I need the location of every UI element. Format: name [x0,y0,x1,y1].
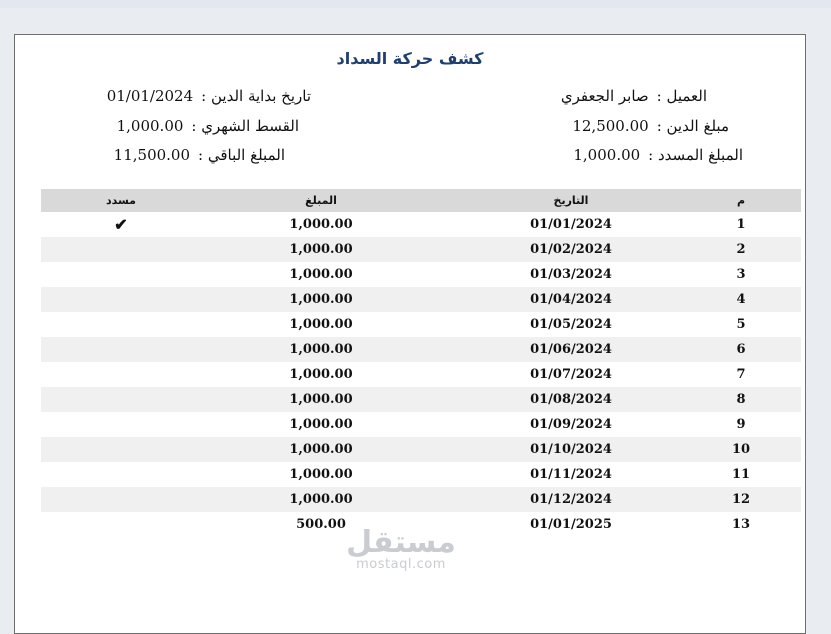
row-num: 9 [736,417,746,432]
table-row [41,287,801,312]
header-num: م [736,194,746,207]
row-paid [101,462,141,487]
table-row [41,312,801,337]
table-row [41,262,801,287]
paid-amount-info [573,146,743,164]
row-paid [101,337,141,362]
row-date: 01/04/2024 [530,292,612,307]
row-amount: 1,000.00 [289,217,353,232]
row-paid [101,487,141,512]
start-date-label: تاريخ بداية الدين : [201,87,311,105]
monthly-value: 1,000.00 [116,117,184,135]
row-date: 01/09/2024 [530,417,612,432]
row-date: 01/03/2024 [530,267,612,282]
payments-table [41,189,801,537]
table-row [41,487,801,512]
debt-amount-value: 12,500.00 [572,117,649,135]
watermark-arabic: مستقل [346,525,456,560]
top-band [0,0,831,8]
row-date: 01/08/2024 [530,392,612,407]
remaining-value: 11,500.00 [113,146,191,164]
row-paid [101,237,141,262]
row-paid [101,362,141,387]
debt-amount-info [572,117,729,135]
row-amount: 1,000.00 [289,267,353,282]
row-amount: 500.00 [296,517,346,532]
row-amount: 1,000.00 [289,392,353,407]
row-paid [101,512,141,537]
row-num: 3 [736,267,746,282]
start-date-value: 01/01/2024 [106,87,194,105]
monthly-label: القسط الشهري : [191,117,299,135]
row-date: 01/11/2024 [530,467,612,482]
row-amount: 1,000.00 [289,417,353,432]
start-date-info [107,87,311,105]
header-amount: المبلغ [305,194,337,207]
row-paid [101,387,141,412]
row-num: 1 [736,217,746,232]
table-row [41,237,801,262]
row-amount: 1,000.00 [289,317,353,332]
watermark-logo [336,525,466,572]
row-num: 2 [736,242,746,257]
row-paid [101,437,141,462]
watermark-latin: mostaql.com [356,557,446,572]
row-num: 7 [736,367,746,382]
row-date: 01/01/2024 [530,217,612,232]
customer-value: صابر الجعفري [560,87,649,105]
row-num: 13 [731,517,751,532]
row-paid [101,287,141,312]
row-date: 01/10/2024 [530,442,612,457]
header-paid: مسدد [105,194,136,207]
row-amount: 1,000.00 [289,367,353,382]
row-num: 4 [736,292,746,307]
table-row [41,462,801,487]
monthly-info [117,117,299,135]
table-row [41,412,801,437]
row-date: 01/07/2024 [530,367,612,382]
check-icon: ✔ [114,215,128,234]
row-date: 01/12/2024 [530,492,612,507]
table-row [41,337,801,362]
paid-amount-label: المبلغ المسدد : [648,146,743,164]
row-amount: 1,000.00 [289,492,353,507]
row-amount: 1,000.00 [289,342,353,357]
row-paid [101,412,141,437]
report-title: كشف حركة السداد [336,49,484,68]
customer-label: العميل : [656,87,707,105]
header-date: التاريخ [553,194,589,207]
row-num: 12 [731,492,751,507]
table-header [41,189,801,212]
row-date: 01/05/2024 [530,317,612,332]
row-amount: 1,000.00 [289,242,353,257]
row-paid [101,212,141,237]
row-amount: 1,000.00 [289,467,353,482]
row-num: 11 [731,467,751,482]
table-row [41,387,801,412]
table-row [41,437,801,462]
row-num: 6 [736,342,746,357]
remaining-label: المبلغ الباقي : [198,146,285,164]
row-date: 01/01/2025 [530,517,612,532]
row-num: 8 [736,392,746,407]
row-paid [101,312,141,337]
customer-info [561,87,707,105]
debt-amount-label: مبلغ الدين : [656,117,729,135]
row-date: 01/06/2024 [530,342,612,357]
table-row [41,212,801,237]
row-paid [101,262,141,287]
row-num: 5 [736,317,746,332]
paid-amount-value: 1,000.00 [573,146,641,164]
row-num: 10 [731,442,751,457]
table-row [41,362,801,387]
row-amount: 1,000.00 [289,442,353,457]
row-amount: 1,000.00 [289,292,353,307]
row-date: 01/02/2024 [530,242,612,257]
remaining-info [114,146,285,164]
